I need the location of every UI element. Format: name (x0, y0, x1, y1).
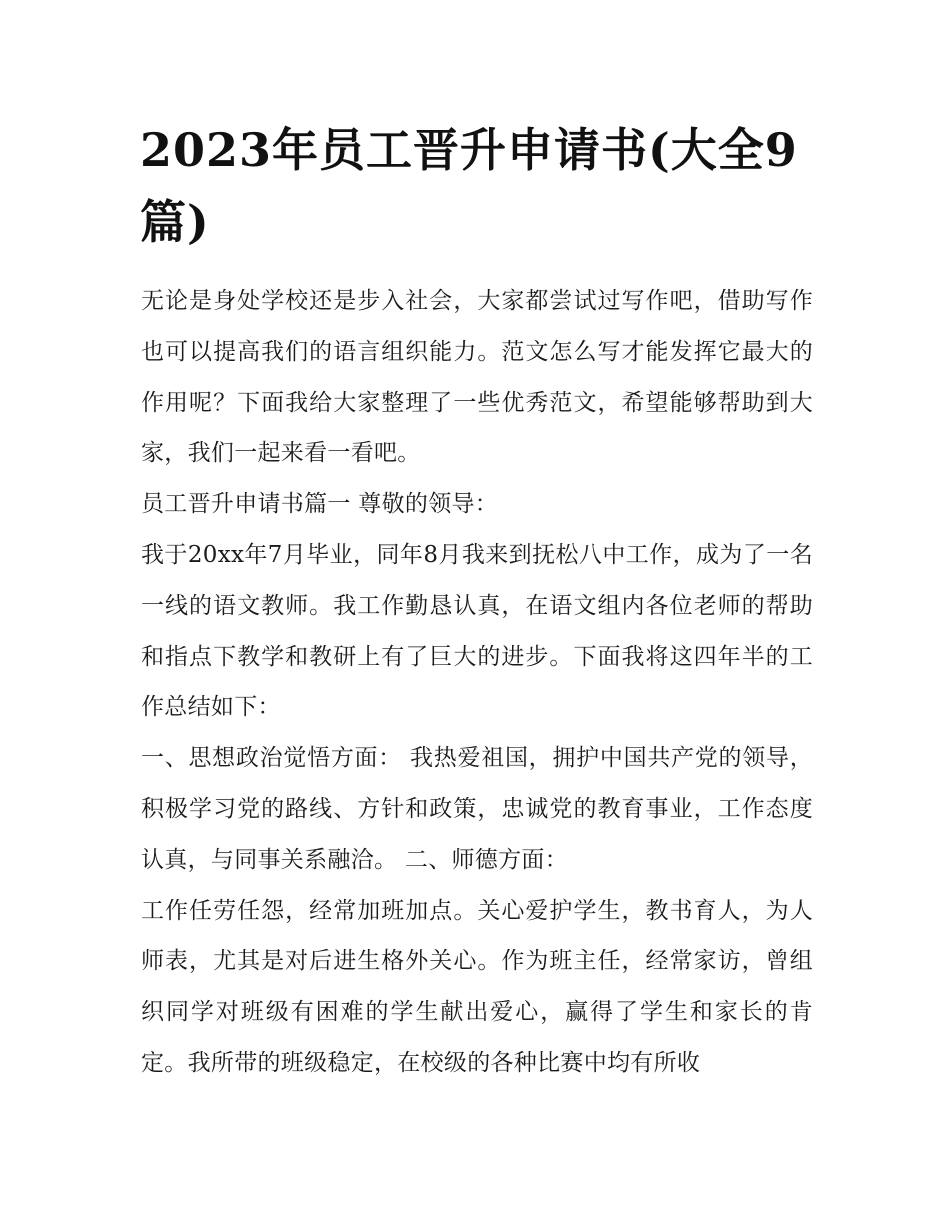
document-title: 2023年员工晋升申请书(大全9篇) (140, 123, 798, 249)
paragraph-ethics: 工作任劳任怨，经常加班加点。关心爱护学生，教书育人，为人师表，尤其是对后进生格外关心。作为班主任，经常家访，曾组织同学对班级有困难的学生献出爱心，赢得了学生和家长的肯定。我所带的班级稳定，在校级的各种比赛中均有所收 (141, 897, 813, 1076)
paragraph-political: 一、思想政治觉悟方面： 我热爱祖国，拥护中国共产党的领导，积极学习党的路线、方针和政策，忠诚党的教育事业，工作态度认真，与同事关系融洽。 二、师德方面： (141, 745, 813, 873)
document-body (141, 276, 813, 1089)
paragraph-salutation: 员工晋升申请书篇一 尊敬的领导： (141, 491, 499, 518)
paragraph-intro: 无论是身处学校还是步入社会，大家都尝试过写作吧，借助写作也可以提高我们的语言组织能力。范文怎么写才能发挥它最大的作用呢？下面我给大家整理了一些优秀范文，希望能够帮助到大家，我们一起来看一看吧。 (141, 288, 813, 467)
paragraph-background: 我于20xx年7月毕业，同年8月我来到抚松八中工作，成为了一名一线的语文教师。我工作勤恳认真，在语文组内各位老师的帮助和指点下教学和教研上有了巨大的进步。下面我将这四年半的工作总结如下： (141, 541, 813, 721)
